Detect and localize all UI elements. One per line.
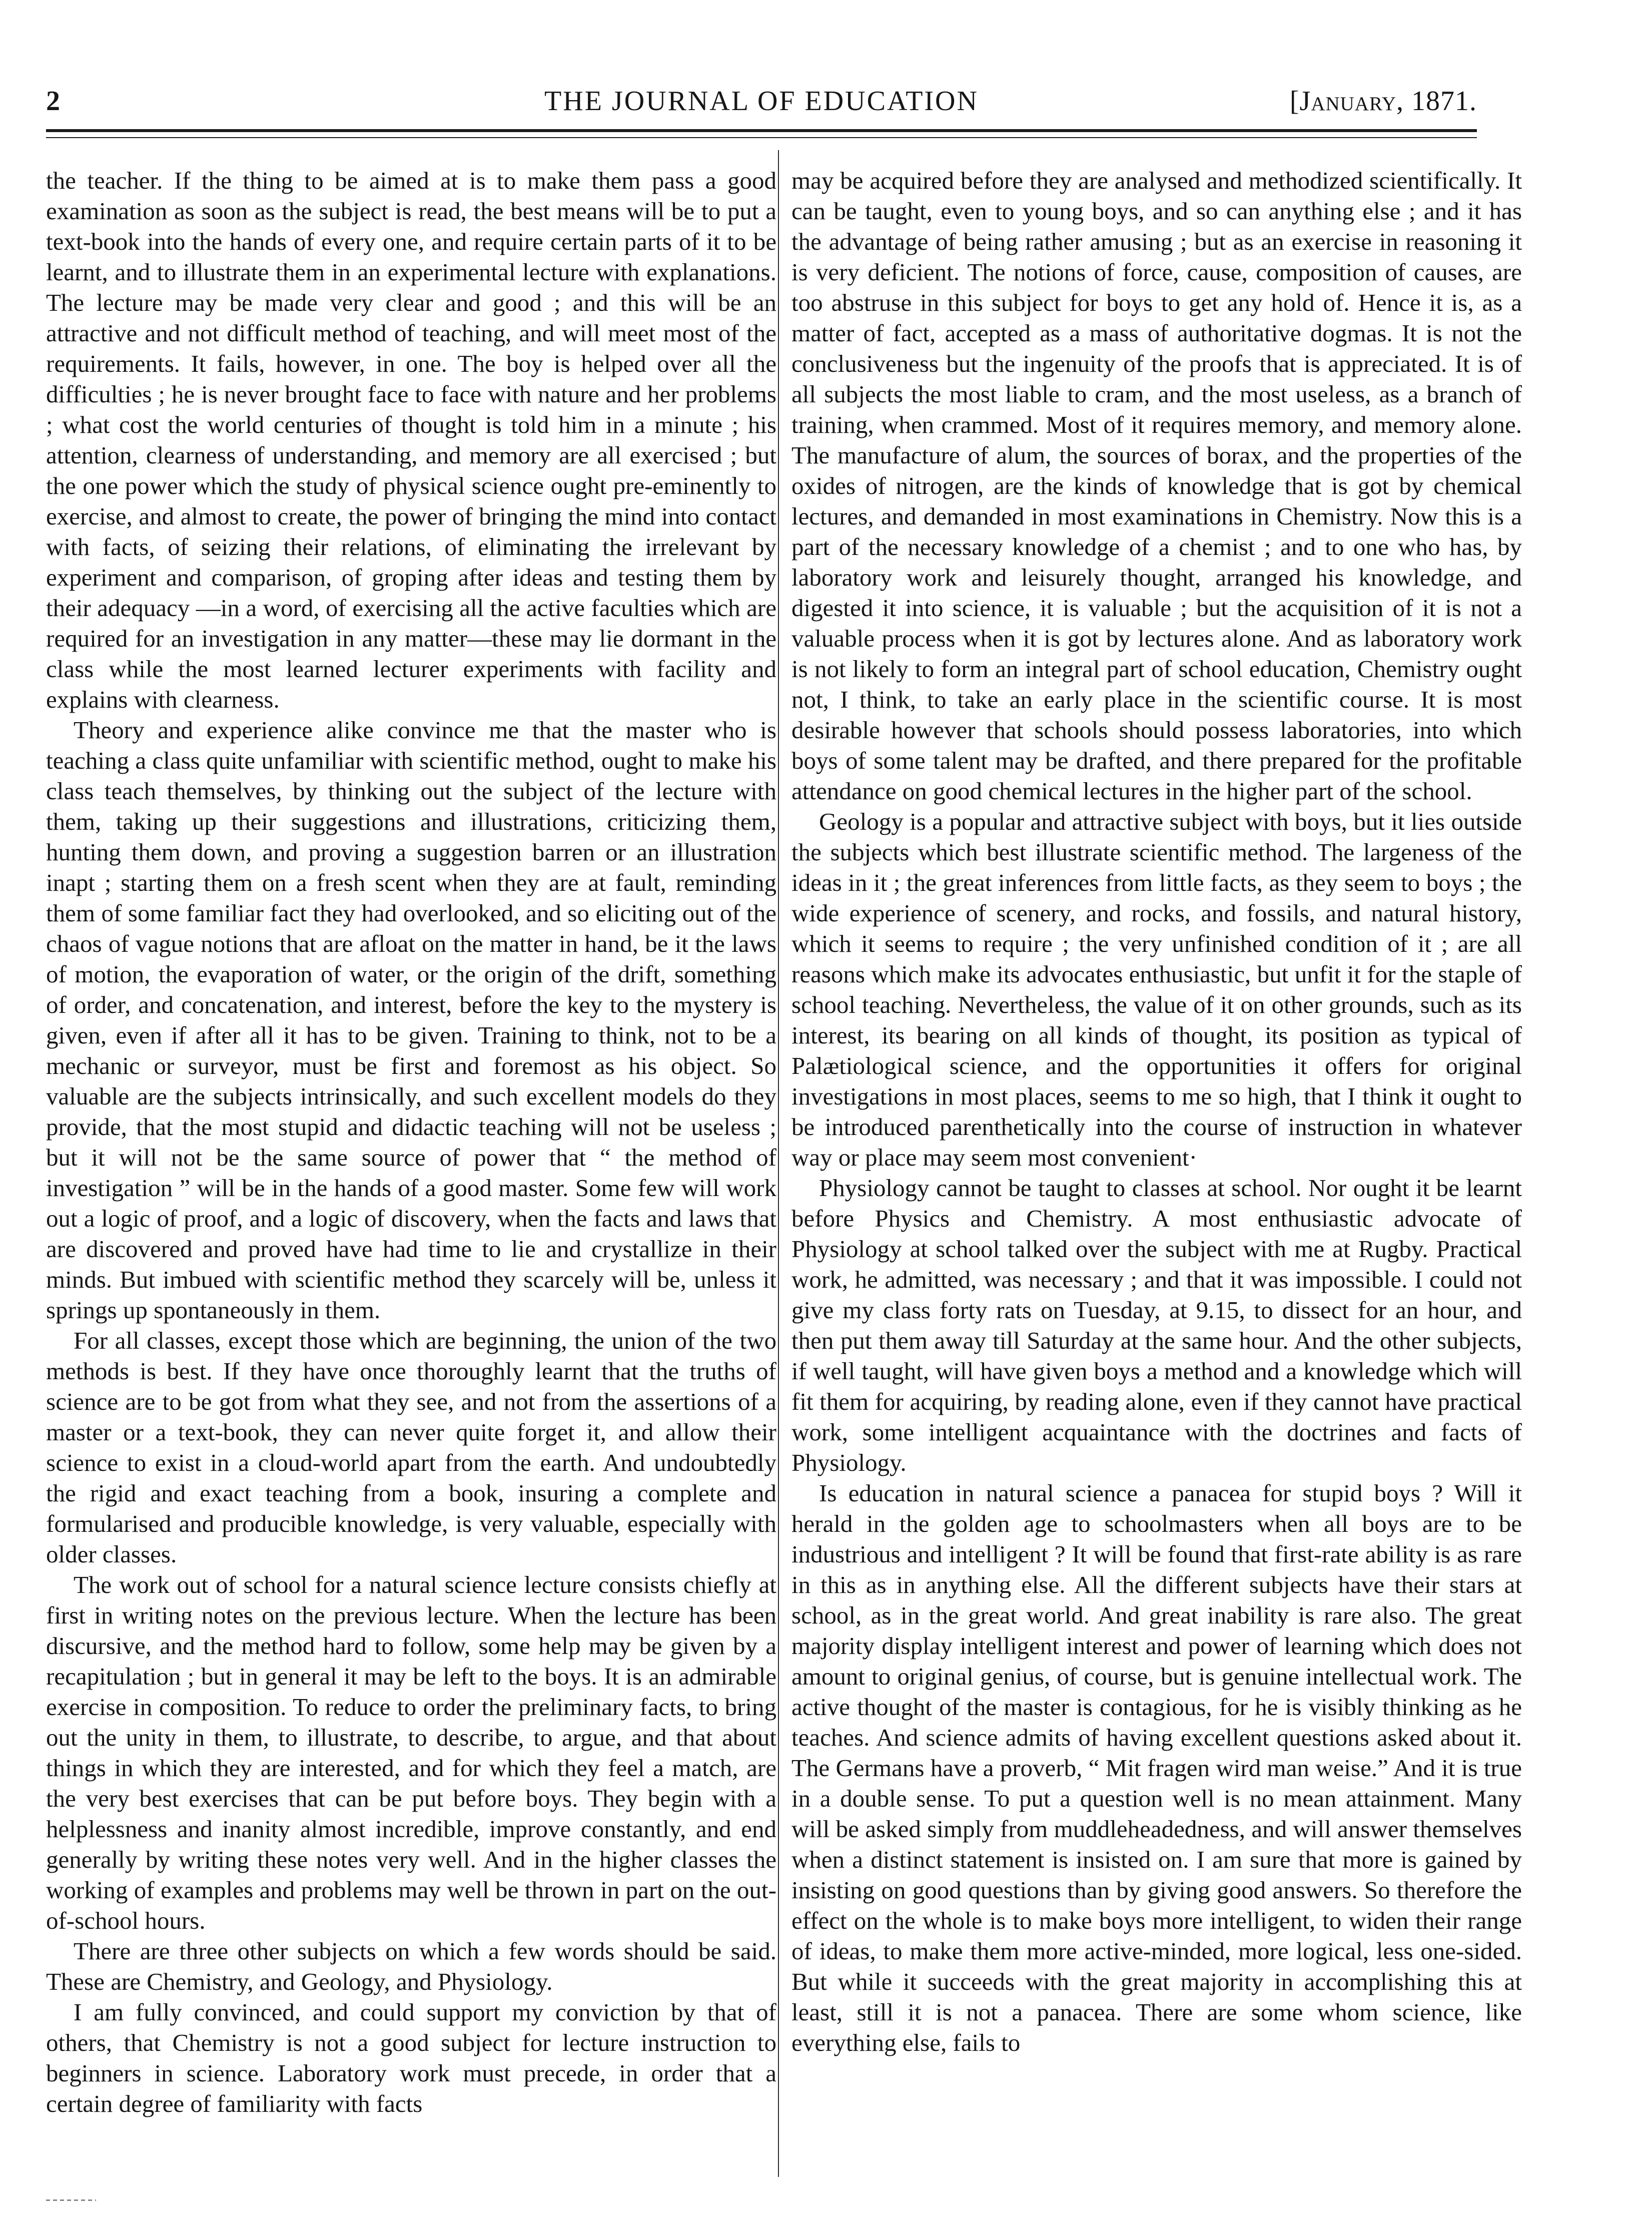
paragraph-teacher-examination: the teacher. If the thing to be aimed at is to make them pass a good examination as soon as the subject is read, the best means will be to put a text-book into the hands of every one, and require certain parts of it to be learnt, and to illustrate them in an experimental lecture with explanations. The lecture may be made very clear and good ; and this will be an attractive and not difficult method of teaching, and will meet most of the requirements. It fails, however, in one. The boy is helped over all the difficulties ; he is never brought face to face with nature and her problems ; what cost the world centuries of thought is told him in a minute ; his attention, clearness of understanding, and memory are all exercised ; but the one power which the study of physical science ought pre-eminently to exercise, and almost to create, the power of bringing the mind into contact with facts, of seizing their relations, of eliminating the irrelevant by experiment and comparison, of groping after ideas and testing them by their adequacy —in a word, of exercising all the active faculties which are required for an investigation in any matter—these may lie dormant in the class while the most learned lecturer experiments with facility and explains with clearness. bbox=[46, 167, 776, 713]
right-column bbox=[791, 165, 1522, 2162]
running-header bbox=[46, 80, 1477, 120]
paragraph-chemistry-start: I am fully convinced, and could support my conviction by that of others, that Chemistry is not a good subject for lecture instruction to beginners in science. Laboratory work must precede, in order that a certain degree of familiarity with facts bbox=[46, 1998, 776, 2117]
paragraph-theory-experience: Theory and experience alike convince me that the master who is teaching a class quite unfamiliar with scientific method, ought to make his class teach themselves, by thinking out the subject of the lecture with them, taking up their suggestions and illustrations, criticizing them, hunting them down, and proving a suggestion barren or an illustration inapt ; starting them on a fresh scent when they are at fault, reminding them of some familiar fact they had overlooked, and so eliciting out of the chaos of vague notions that are afloat on the matter in hand, be it the laws of motion, the evaporation of water, or the origin of the drift, something of order, and concatenation, and interest, before the key to the mystery is given, even if after all it has to be given. Training to think, not to be a mechanic or surveyor, must be first and foremost as his object. So valuable are the subjects intrinsically, and such excellent models do they provide, that the most stupid and didactic teaching will not be useless ; but it will not be the same source of power that “ the method of investigation ” will be in the hands of a good master. Some few will work out a logic of proof, and a logic of discovery, when the facts and laws that are discovered and proved have had time to lie and crystallize in their minds. But imbued with scientific method they scarcely will be, unless it springs up spontaneously in them. bbox=[46, 716, 776, 1324]
paragraph-three-subjects: There are three other subjects on which a few words should be said. These are Chemistry, and Geology, and Physiology. bbox=[46, 1937, 776, 1995]
column-divider bbox=[778, 150, 779, 2177]
paragraph-chemistry-continued: may be acquired before they are analysed and methodized scientifically. It can be taught, even to young boys, and so can anything else ; and it has the advantage of being rather amusing ; but as an exercise in reasoning it is very deficient. The notions of force, cause, composition of causes, are too abstruse in this subject for boys to get any hold of. Hence it is, as a matter of fact, accepted as a mass of authoritative dogmas. It is not the conclusiveness but the ingenuity of the proofs that is appreciated. It is of all subjects the most liable to cram, and the most useless, as a branch of training, when crammed. Most of it requires memory, and memory alone. The manufacture of alum, the sources of borax, and the properties of the oxides of nitrogen, are the kinds of knowledge that is got by chemical lectures, and demanded in most examinations in Chemistry. Now this is a part of the necessary knowledge of a chemist ; and to one who has, by laboratory work and leisurely thought, arranged his knowledge, and digested it into science, it is valuable ; but the acquisition of it is not a valuable process when it is got by lectures alone. And as laboratory work is not likely to form an integral part of school education, Chemistry ought not, I think, to take an early place in the scientific course. It is most desirable however that schools should possess laboratories, into which boys of some talent may be drafted, and there prepared for the profitable attendance on good chemical lectures in the higher part of the school. bbox=[791, 167, 1522, 805]
issue-date: [January, 1871. bbox=[1289, 86, 1477, 117]
paragraph-work-out-of-school: The work out of school for a natural science lecture consists chiefly at first in writing notes on the previous lecture. When the lecture has been discursive, and the method hard to follow, some help may be given by a recapitulation ; but in general it may be left to the boys. It is an admirable exercise in composition. To reduce to order the preliminary facts, to bring out the unity in them, to illustrate, to describe, to argue, and that about things in which they are interested, and for which they feel a match, are the very best exercises that can be put before boys. They begin with a helplessness and inanity almost incredible, improve constantly, and end generally by writing these notes very well. And in the higher classes the working of examples and problems may well be thrown in part on the out-of-school hours. bbox=[46, 1571, 776, 1934]
left-column bbox=[46, 165, 776, 2162]
paragraph-geology: Geology is a popular and attractive subject with boys, but it lies outside the subjects which best illustrate scientific method. The largeness of the ideas in it ; the great inferences from little facts, as they seem to boys ; the wide experience of scenery, and rocks, and fossils, and natural history, which it seems to require ; the very unfinished condition of it ; are all reasons which make its advocates enthusiastic, but unfit it for the staple of school teaching. Nevertheless, the value of it on other grounds, such as its interest, its bearing on all kinds of thought, its position as typical of Palætiological science, and the opportunities it offers for original investigations in most places, seems to me so high, that I think it ought to be introduced parenthetically into the course of instruction in whatever way or place may seem most convenient· bbox=[791, 808, 1522, 1171]
page-bottom-mark bbox=[46, 2199, 96, 2201]
journal-title: THE JOURNAL OF EDUCATION bbox=[544, 86, 979, 117]
header-rule-thick bbox=[46, 129, 1477, 132]
header-rule-thin bbox=[46, 137, 1477, 138]
paragraph-physiology: Physiology cannot be taught to classes at school. Nor ought it be learnt before Physics and Chemistry. A most enthusiastic advocate of Physiology at school talked over the subject with me at Rugby. Practical work, he admitted, was necessary ; and that it was impossible. I could not give my class forty rats on Tuesday, at 9.15, to dissect for an hour, and then put them away till Saturday at the same hour. And the other subjects, if well taught, will have given boys a method and a knowledge which will fit them for acquiring, by reading alone, even if they cannot have practical work, some intelligent acquaintance with the doctrines and facts of Physiology. bbox=[791, 1174, 1522, 1476]
page-number: 2 bbox=[46, 86, 61, 117]
paragraph-union-of-methods: For all classes, except those which are beginning, the union of the two methods is best. If they have once thoroughly learnt that the truths of science are to be got from what they see, and not from the assertions of a master or a text-book, they can never quite forget it, and allow their science to exist in a cloud-world apart from the earth. And undoubtedly the rigid and exact teaching from a book, insuring a complete and formularised and producible knowledge, is very valuable, especially with older classes. bbox=[46, 1327, 776, 1568]
paragraph-panacea: Is education in natural science a panacea for stupid boys ? Will it herald in the golden age to schoolmasters when all boys are to be industrious and intelligent ? It will be found that first-rate ability is as rare in this as in anything else. All the different subjects have their stars at school, as in the great world. And great inability is rare also. The great majority display intelligent interest and power of learning which does not amount to original genius, of course, but is genuine intellectual work. The active thought of the master is contagious, for he is visibly thinking as he teaches. And science admits of having excellent questions asked about it. The Germans have a proverb, “ Mit fragen wird man weise.” And it is true in a double sense. To put a question well is no mean attainment. Many will be asked simply from muddleheadedness, and will answer themselves when a distinct statement is insisted on. I am sure that more is gained by insisting on good questions than by giving good answers. So therefore the effect on the whole is to make boys more intelligent, to widen their range of ideas, to make them more active-minded, more logical, less one-sided. But while it succeeds with the great majority in accomplishing this at least, still it is not a panacea. There are some whom science, like everything else, fails to bbox=[791, 1479, 1522, 2056]
